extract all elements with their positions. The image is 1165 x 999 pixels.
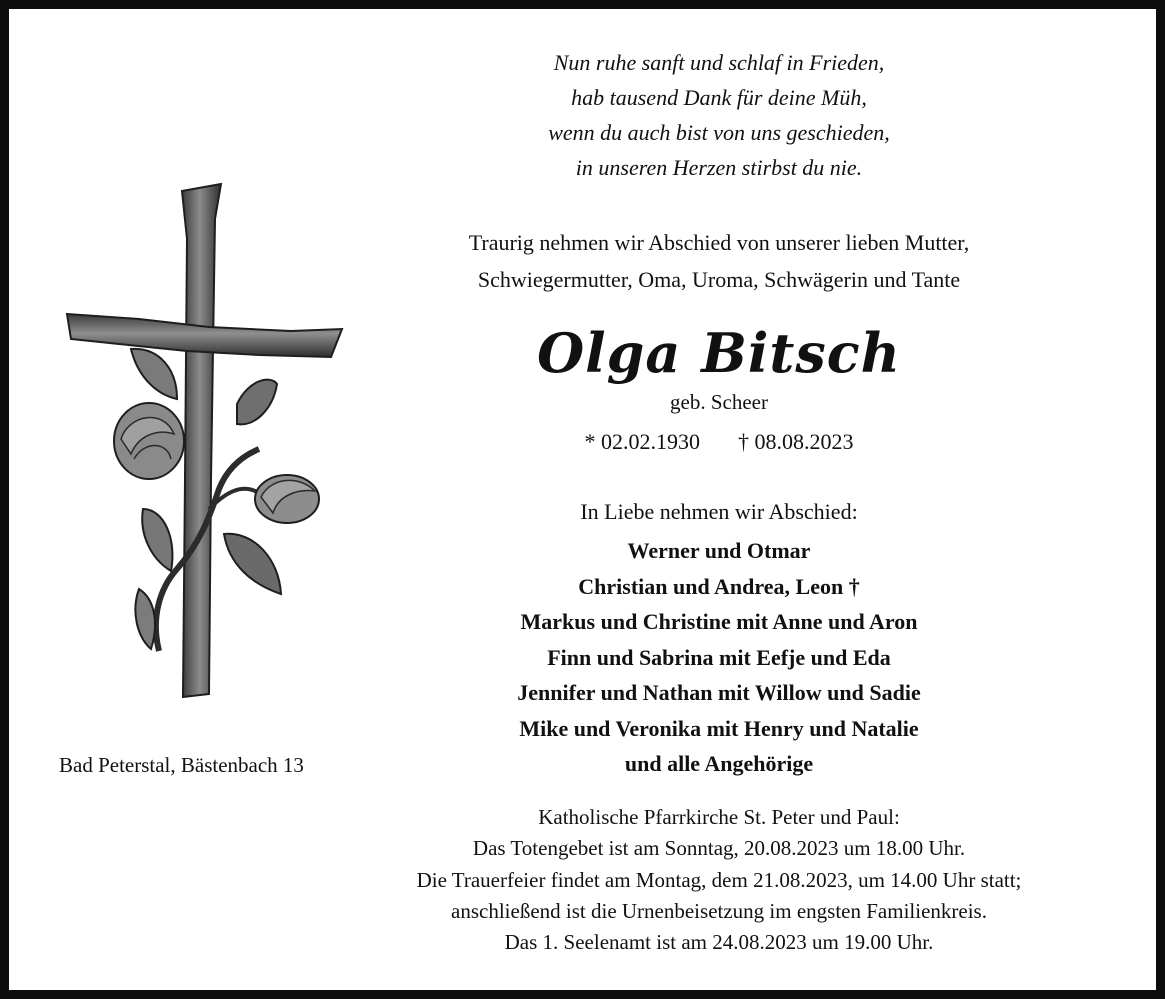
mourners-list — [339, 533, 1099, 782]
service-line: Das Totengebet ist am Sonntag, 20.08.2023 um 18.00 Uhr. — [472, 836, 966, 861]
poem-line: wenn du auch bist von uns geschieden, — [548, 120, 890, 145]
birth-date: * 02.02.1930 — [584, 429, 700, 454]
poem-line: in unseren Herzen stirbst du nie. — [575, 155, 863, 180]
deceased-name: Olga Bitsch — [537, 321, 901, 385]
mourner-line: Finn und Sabrina mit Eefje und Eda — [547, 644, 891, 670]
service-line: Die Trauerfeier findet am Montag, dem 21.08.2023, um 14.00 Uhr statt; — [416, 867, 1022, 892]
intro-text — [339, 224, 1099, 298]
poem — [339, 45, 1099, 185]
poem-line: hab tausend Dank für deine Müh, — [571, 85, 867, 110]
farewell-heading: In Liebe nehmen wir Abschied: — [580, 499, 858, 524]
service-info — [289, 802, 1149, 958]
life-dates — [339, 426, 1099, 458]
death-date: † 08.08.2023 — [738, 429, 854, 454]
address: Bad Peterstal, Bästenbach 13 — [59, 753, 304, 777]
service-line: Das 1. Seelenamt ist am 24.08.2023 um 19.00 Uhr. — [504, 930, 934, 955]
intro-line: Schwiegermutter, Oma, Uroma, Schwägerin und Tante — [477, 267, 961, 292]
poem-line: Nun ruhe sanft und schlaf in Frieden, — [553, 50, 885, 75]
mourner-line: Christian und Andrea, Leon † — [578, 573, 860, 599]
mourner-line: Jennifer und Nathan mit Willow und Sadie — [517, 680, 921, 705]
mourner-line: Werner und Otmar — [627, 538, 811, 563]
mourner-line: und alle Angehörige — [624, 751, 814, 776]
intro-line: Traurig nehmen wir Abschied von unserer lieben Mutter, — [468, 230, 970, 255]
mourner-line: Markus und Christine mit Anne und Aron — [520, 609, 918, 634]
cross-with-roses-icon — [59, 179, 349, 709]
service-line: anschließend ist die Urnenbeisetzung im engsten Familienkreis. — [451, 898, 987, 923]
maiden-name: geb. Scheer — [670, 390, 768, 414]
service-line: Katholische Pfarrkirche St. Peter und Paul: — [538, 805, 900, 829]
mourner-line: Mike und Veronika mit Henry und Natalie — [519, 715, 919, 741]
